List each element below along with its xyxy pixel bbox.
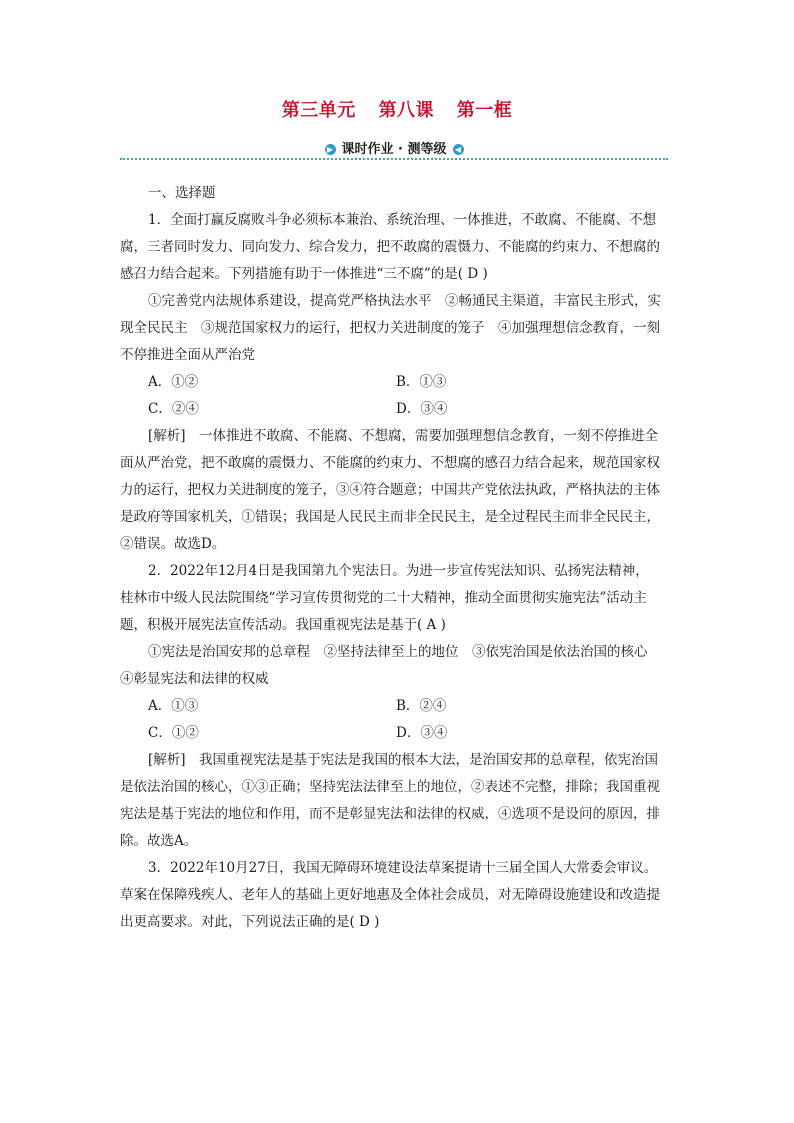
q1-option-b: B．①③ [396, 374, 447, 390]
q3-stem-line: 草案在保障残疾人、老年人的基础上更好地惠及全体社会成员，对无障碍设施建设和改造提 [120, 887, 660, 903]
q3-stem-line: 3．2022年10月27日，我国无障碍环境建设法草案提请十三届全国人大常委会审议。 [148, 860, 658, 876]
q1-analysis-line: 面从严治党，把不敢腐的震慑力、不能腐的约束力、不想腐的感召力结合起来，规范国家权 [120, 455, 660, 471]
q2-analysis-line: [解析] 我国重视宪法是基于宪法是我国的根本大法，是治国安邦的总章程，依宪治国 [148, 752, 659, 768]
q2-analysis-line: 是依法治国的核心，①③正确；坚持宪法法律至上的地位，②表述不完整，排除；我国重视 [120, 779, 660, 795]
q2-options-row [120, 693, 676, 720]
q1-option-a: A．①② [148, 374, 199, 390]
question-3 [120, 855, 676, 936]
q2-option-b: B．②④ [396, 698, 447, 714]
q1-stem-line: 1．全面打赢反腐败斗争必须标本兼治、系统治理、一体推进，不敢腐、不能腐、不想 [148, 212, 657, 228]
homework-banner [120, 136, 668, 164]
question-2 [120, 558, 676, 855]
q1-options-row [120, 369, 676, 396]
q2-statement-line: ④彰显宪法和法律的权威 [120, 671, 269, 687]
arrow-left-icon: ◀ [453, 144, 464, 155]
question-1 [120, 207, 676, 558]
q2-option-a: A．①③ [148, 698, 199, 714]
q2-option-d: D．③④ [396, 725, 448, 741]
q1-analysis-line: 是政府等国家机关，①错误；我国是人民民主而非全民民主，是全过程民主而非全民民主， [120, 509, 660, 525]
arrow-right-icon: ▶ [325, 144, 336, 155]
q1-statement-line: ①完善党内法规体系建设，提高党严格执法水平 ②畅通民主渠道，丰富民主形式，实 [148, 293, 661, 309]
q1-stem-line: 感召力结合起来。下列措施有助于一体推进“三不腐”的是( D ) [120, 266, 488, 282]
q2-statement-line: ①宪法是治国安邦的总章程 ②坚持法律至上的地位 ③依宪治国是依法治国的核心 [148, 644, 648, 660]
q1-option-c: C．②④ [148, 401, 199, 417]
q1-option-d: D．③④ [396, 401, 448, 417]
q2-analysis-line: 宪法是基于宪法的地位和作用，而不是彰显宪法和法律的权威，④选项不是设问的原因，排 [120, 806, 660, 822]
dotted-divider [120, 158, 668, 160]
q1-stem-line: 腐，三者同时发力、同向发力、综合发力，把不敢腐的震慑力、不能腐的约束力、不想腐的 [120, 239, 660, 255]
document-body [120, 180, 676, 936]
q1-statement-line: 现全民民主 ③规范国家权力的运行，把权力关进制度的笼子 ④加强理想信念教育，一刻 [120, 320, 660, 336]
q2-options-row [120, 720, 676, 747]
section-title: 一、选择题 [148, 185, 216, 201]
q3-stem-line: 出更高要求。对此，下列说法正确的是( D ) [120, 914, 380, 930]
q2-stem-line: 2．2022年12月4日是我国第九个宪法日。为进一步宣传宪法知识、弘扬宪法精神， [148, 563, 649, 579]
q2-analysis-line: 除。故选A。 [120, 833, 198, 849]
q1-options-row [120, 396, 676, 423]
q2-option-c: C．①② [148, 725, 199, 741]
page-title [0, 96, 794, 122]
q2-stem-line: 题，积极开展宪法宣传活动。我国重视宪法是基于( A ) [120, 617, 446, 633]
q1-statement-line: 不停推进全面从严治党 [120, 347, 255, 363]
q1-analysis-line: [解析] 一体推进不敢腐、不能腐、不想腐，需要加强理想信念教育，一刻不停推进全 [148, 428, 659, 444]
q1-analysis-line: 力的运行，把权力关进制度的笼子，③④符合题意；中国共产党依法执政，严格执法的主体 [120, 482, 660, 498]
q1-analysis-line: ②错误。故选D。 [120, 536, 226, 552]
frame-title: 第一框 [456, 100, 513, 121]
q2-stem-line: 桂林市中级人民法院围绕“学习宣传贯彻党的二十大精神，推动全面贯彻实施宪法”活动主 [120, 590, 647, 606]
banner-label: 课时作业 · 测等级 [341, 142, 447, 157]
lesson-title: 第八课 [378, 100, 434, 121]
unit-title: 第三单元 [281, 100, 356, 121]
